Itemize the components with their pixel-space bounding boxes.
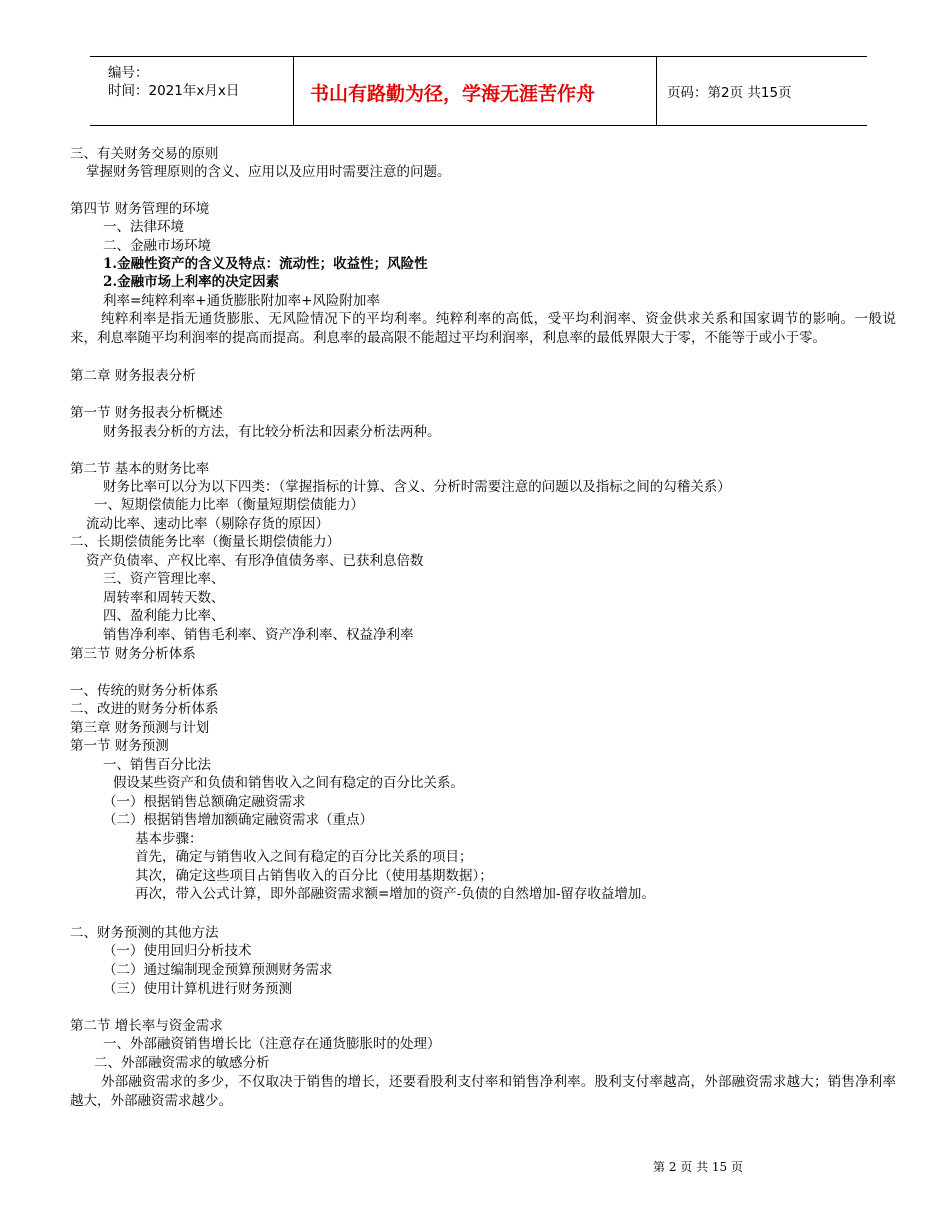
text-line: 2.金融市场上利率的决定因素 [103,274,280,290]
text-line: 财务比率可以分为以下四类：（掌握指标的计算、含义、分析时需要注意的问题以及指标之间的勾稽关系） [103,479,731,495]
text-line: 销售净利率、销售毛利率、资产净利率、权益净利率 [103,627,414,643]
text-line: 基本步骤： [135,831,203,847]
text-line: 再次，带入公式计算，即外部融资需求额=增加的资产-负债的自然增加-留存收益增加。 [135,886,655,902]
motto: 书山有路勤为径，学海无涯苦作舟 [310,83,596,105]
text-line: 二、改进的财务分析体系 [70,701,219,717]
chapter-heading: 第二章 财务报表分析 [70,368,196,384]
text-line: 1.金融性资产的含义及特点：流动性；收益性；风险性 [103,256,428,272]
text-line: 二、财务预测的其他方法 [70,925,219,941]
text-line: （二）通过编制现金预算预测财务需求 [103,962,333,978]
document-header [90,56,867,126]
text-line: 三、资产管理比率、 [103,571,225,587]
text-line: 二、长期偿债能务比率（衡量长期偿债能力） [70,534,340,550]
text-line: 财务报表分析的方法，有比较分析法和因素分析法两种。 [103,424,441,440]
section-heading: 第三节 财务分析体系 [70,646,196,662]
text-line: 一、销售百分比法 [103,757,211,773]
paragraph: 纯粹利率是指无通货膨胀、无风险情况下的平均利率。纯粹利率的高低，受平均利润率、资金供求关系和国家调节的影响。一般说来，利息率随平均利润率的提高而提高。利息率的最高限不能超过平均利润率，利息率的最低界限大于零，不能等于或小于零。 [70,311,896,346]
section-heading: 三、有关财务交易的原则 [70,146,219,162]
section-heading: 第一节 财务预测 [70,738,169,754]
text-line: 假设某些资产和负债和销售收入之间有稳定的百分比关系。 [113,775,464,791]
formula-line: 利率=纯粹利率+通货膨胀附加率+风险附加率 [103,293,380,309]
text-line: 一、法律环境 [103,219,184,235]
text-line: 一、传统的财务分析体系 [70,683,219,699]
text-line: （二）根据销售增加额确定融资需求（重点） [103,812,373,828]
text-line: 掌握财务管理原则的含义、应用以及应用时需要注意的问题。 [86,164,451,180]
text-line: 首先，确定与销售收入之间有稳定的百分比关系的项目； [135,849,473,865]
text-line: 一、外部融资销售增长比（注意存在通货膨胀时的处理） [103,1036,441,1052]
text-line: 资产负债率、产权比率、有形净值债务率、已获利息倍数 [86,553,424,569]
section-heading: 第二节 基本的财务比率 [70,461,210,477]
text-line: 流动比率、速动比率（剔除存货的原因） [86,516,329,532]
section-heading: 第二节 增长率与资金需求 [70,1018,223,1034]
text-line: 二、金融市场环境 [103,238,211,254]
section-heading: 第四节 财务管理的环境 [70,201,210,217]
text-line: 其次，确定这些项目占销售收入的百分比（使用基期数据）； [135,868,493,884]
page-code: 页码：第2页 共15页 [667,85,792,101]
section-heading: 第一节 财务报表分析概述 [70,405,223,421]
text-line: （三）使用计算机进行财务预测 [103,981,292,997]
paragraph: 外部融资需求的多少，不仅取决于销售的增长，还要看股利支付率和销售净利率。股利支付率越高，外部融资需求越大；销售净利率越大，外部融资需求越少。 [70,1074,896,1109]
page-footer: 第 2 页 共 15 页 [653,1160,743,1174]
chapter-heading: 第三章 财务预测与计划 [70,720,210,736]
time-label: 时间：2021年x月x日 [108,83,240,99]
text-line: （一）使用回归分析技术 [103,943,252,959]
header-divider [293,57,294,125]
text-line: （一）根据销售总额确定融资需求 [103,794,306,810]
header-divider [656,57,657,125]
text-line: 一、短期偿债能力比率（衡量短期偿债能力） [94,497,364,513]
text-line: 四、盈利能力比率、 [103,608,225,624]
text-line: 周转率和周转天数、 [103,590,225,606]
text-line: 二、外部融资需求的敏感分析 [94,1055,270,1071]
number-label: 编号： [108,65,149,81]
